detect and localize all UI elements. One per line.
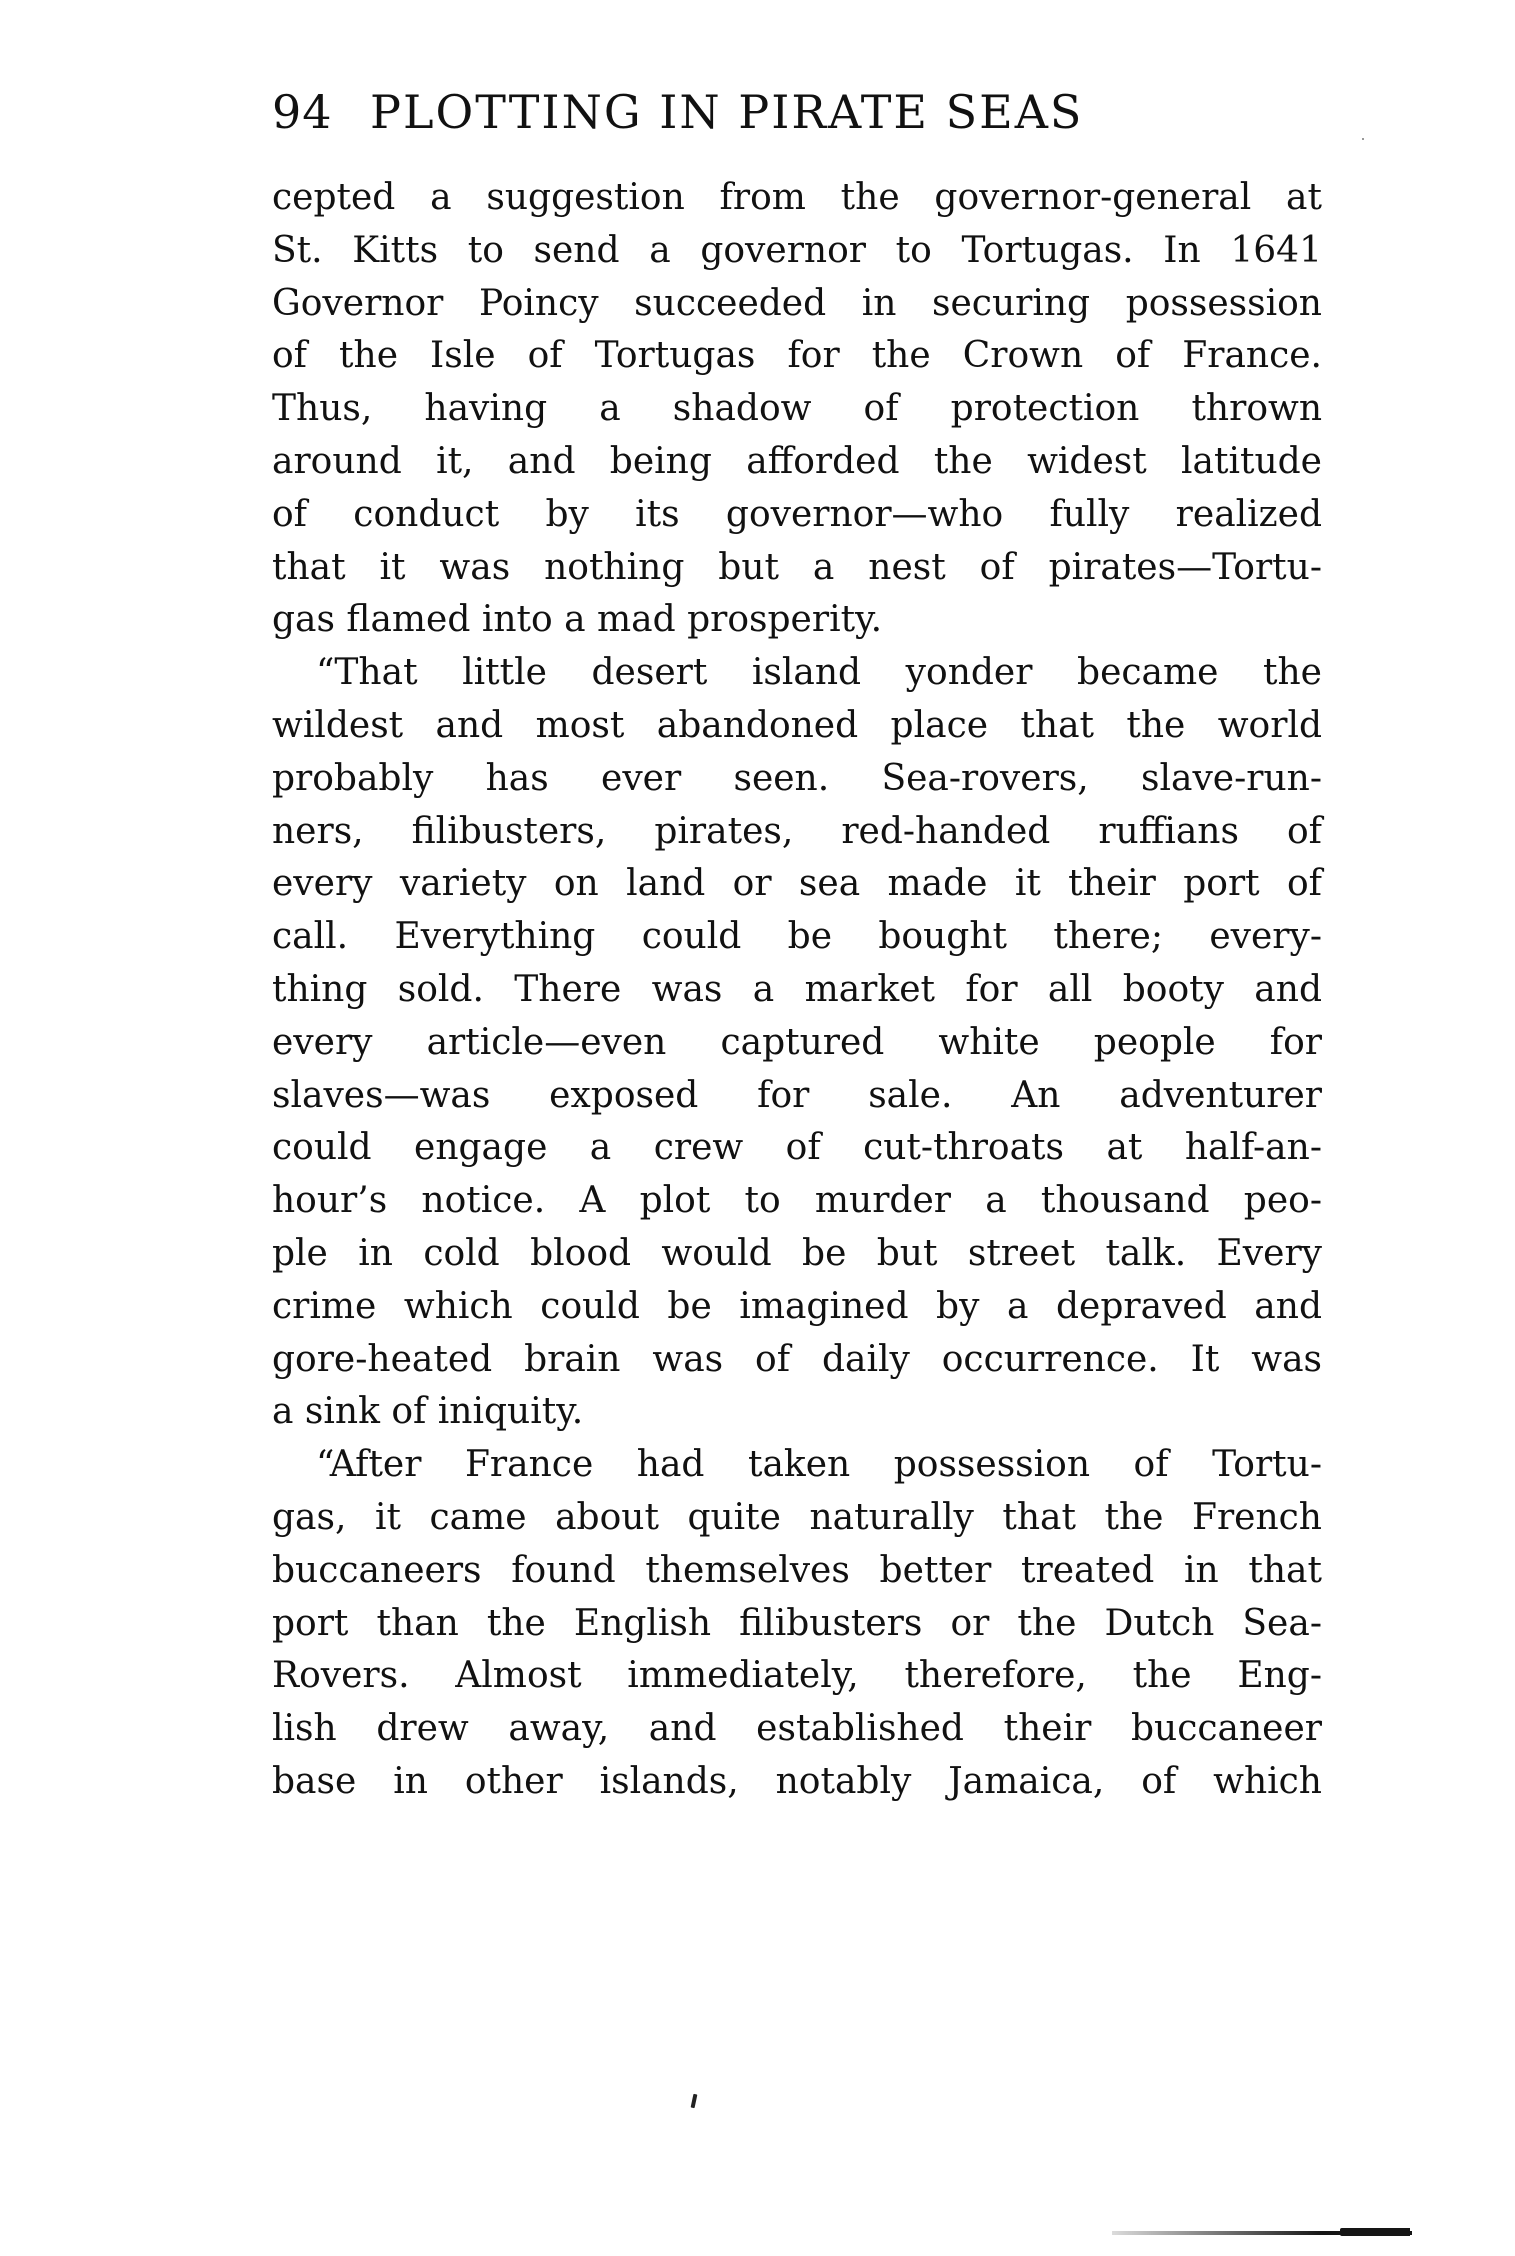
text-line: call. Everything could be bought there; every- <box>272 916 1322 958</box>
text-line: that it was nothing but a nest of pirates—Tortu- <box>272 546 1322 588</box>
text-line: “After France had taken possession of Tortu- <box>316 1444 1322 1486</box>
text-line: a sink of iniquity. <box>272 1391 584 1433</box>
bottom-scan-rule-end <box>1340 2228 1410 2236</box>
text-line: buccaneers found themselves better treated in that <box>272 1549 1322 1591</box>
text-line: of the Isle of Tortugas for the Crown of France. <box>272 335 1322 377</box>
page-number: 94 <box>272 85 333 139</box>
text-line: lish drew away, and established their buccaneer <box>272 1708 1322 1750</box>
text-line: every variety on land or sea made it their port of <box>272 863 1322 905</box>
text-line: ple in cold blood would be but street talk. Every <box>272 1232 1322 1274</box>
text-line: probably has ever seen. Sea-rovers, slave-run- <box>272 757 1322 799</box>
running-title: PLOTTING IN PIRATE SEAS <box>370 85 1084 139</box>
text-line: Rovers. Almost immediately, therefore, the Eng- <box>272 1655 1322 1697</box>
text-line: every article—even captured white people for <box>272 1021 1322 1063</box>
text-line: ners, filibusters, pirates, red-handed ruffians of <box>272 810 1322 852</box>
text-line: hour’s notice. A plot to murder a thousand peo- <box>272 1180 1322 1222</box>
text-line: cepted a suggestion from the governor-general at <box>272 177 1322 218</box>
text-line: gore-heated brain was of daily occurrence. It was <box>272 1338 1322 1380</box>
text-line: Thus, having a shadow of protection thrown <box>272 388 1322 430</box>
text-line: of conduct by its governor—who fully realized <box>272 493 1322 535</box>
text-line: slaves—was exposed for sale. An adventurer <box>272 1074 1322 1116</box>
text-line: wildest and most abandoned place that the world <box>272 704 1322 746</box>
text-line: could engage a crew of cut-throats at half-an- <box>272 1127 1322 1169</box>
text-line: gas flamed into a mad prosperity. <box>272 599 883 641</box>
text-line: gas, it came about quite naturally that the French <box>272 1496 1322 1538</box>
text-line: St. Kitts to send a governor to Tortugas. In 1641 <box>272 229 1322 271</box>
scan-speck <box>1362 138 1364 140</box>
page-header <box>272 82 1322 142</box>
text-line: thing sold. There was a market for all booty and <box>272 968 1322 1010</box>
ink-speck <box>691 2094 698 2109</box>
text-line: around it, and being afforded the widest latitude <box>272 440 1322 482</box>
text-line: “That little desert island yonder became the <box>316 652 1322 694</box>
text-line: Governor Poincy succeeded in securing possession <box>272 282 1322 324</box>
body-text <box>272 172 1322 1809</box>
text-line: base in other islands, notably Jamaica, of which <box>272 1760 1322 1802</box>
text-line: port than the English filibusters or the Dutch Sea- <box>272 1602 1322 1644</box>
text-line: crime which could be imagined by a depraved and <box>272 1285 1322 1327</box>
